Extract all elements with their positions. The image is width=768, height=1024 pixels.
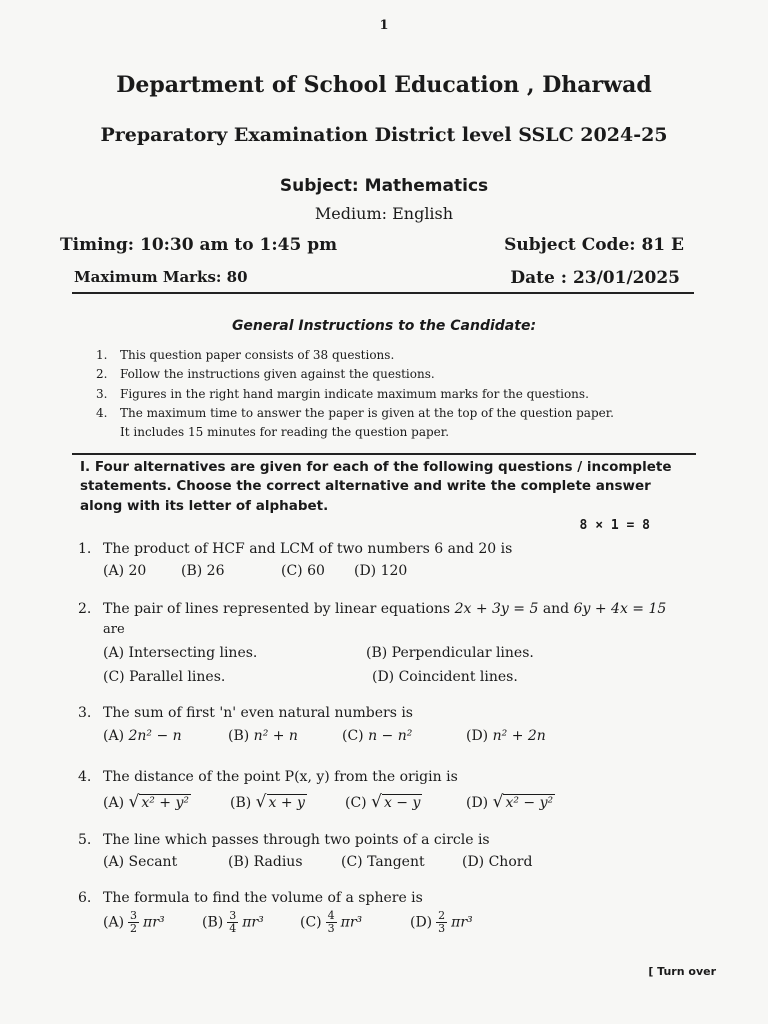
subject-line: Subject: Mathematics	[279, 176, 489, 196]
q6-option-b: (B) $\frac{3}{4}$ πr³	[202, 909, 264, 935]
q1-option-d: (D) 120	[354, 563, 408, 579]
q5-option-c: (C) Tangent	[341, 854, 425, 870]
q5-option-a: (A) Secant	[103, 854, 178, 870]
question-1-text: The product of HCF and LCM of two numbers 6 and 20 is	[103, 541, 513, 557]
q5-option-d: (D) Chord	[462, 854, 533, 870]
turn-over-label: [ Turn over	[648, 965, 716, 978]
q5-option-b: (B) Radius	[228, 854, 303, 870]
q2-option-b: (B) Perpendicular lines.	[366, 645, 534, 661]
question-number: 1.	[78, 541, 92, 557]
instruction-continuation: It includes 15 minutes for reading the question paper.	[120, 425, 450, 440]
header-divider	[72, 292, 694, 294]
question-4-text: The distance of the point P(x, y) from the origin is	[103, 769, 458, 785]
q1-option-c: (C) 60	[281, 563, 325, 579]
question-2-text-end: are	[103, 622, 125, 637]
q6-option-a: (A) $\frac{3}{2}$ πr³	[103, 909, 165, 935]
question-number: 5.	[78, 832, 92, 848]
instructions-title: General Instructions to the Candidate:	[231, 318, 537, 334]
timing: Timing: 10:30 am to 1:45 pm	[60, 235, 338, 255]
section-marks: 8 × 1 = 8	[579, 518, 650, 533]
instruction-item: 3. Figures in the right hand margin indicate maximum marks for the questions.	[96, 386, 589, 401]
equation-2: 6y + 4x = 15	[573, 601, 667, 617]
q4-option-a: (A) √ x² + y²	[103, 792, 190, 812]
q4-option-b: (B) √ x + y	[230, 792, 305, 812]
q2-option-d: (D) Coincident lines.	[372, 669, 518, 685]
max-marks: Maximum Marks: 80	[74, 268, 248, 286]
q1-option-b: (B) 26	[181, 563, 225, 579]
q3-option-a: (A) 2n² − n	[103, 728, 182, 744]
q2-option-a: (A) Intersecting lines.	[103, 645, 258, 661]
question-number: 4.	[78, 769, 92, 785]
exam-title: Preparatory Examination District level SSLC 2024-25	[100, 124, 668, 146]
question-6-text: The formula to find the volume of a sphere is	[103, 890, 423, 906]
question-number: 2.	[78, 601, 92, 617]
department-title: Department of School Education , Dharwad	[116, 72, 652, 98]
instruction-item: 2. Follow the instructions given against the questions.	[96, 367, 435, 382]
question-number: 3.	[78, 705, 92, 721]
equation-1: 2x + 3y = 5	[454, 601, 539, 617]
question-5-text: The line which passes through two points of a circle is	[103, 832, 490, 848]
q6-option-c: (C) $\frac{4}{3}$ πr³	[300, 909, 363, 935]
q4-option-c: (C) √ x − y	[345, 792, 421, 812]
q1-option-a: (A) 20	[103, 563, 147, 579]
medium-line: Medium: English	[314, 204, 454, 223]
instruction-item: 1. This question paper consists of 38 questions.	[96, 348, 395, 362]
question-3-text: The sum of first 'n' even natural numbers is	[103, 705, 413, 721]
q6-option-d: (D) $\frac{2}{3}$ πr³	[410, 909, 473, 935]
subject-code: Subject Code: 81 E	[504, 235, 684, 255]
q3-option-b: (B) n² + n	[228, 728, 298, 744]
instruction-item: 4. The maximum time to answer the paper is given at the top of the question paper.	[96, 405, 614, 420]
instructions-list	[96, 346, 614, 442]
q3-option-d: (D) n² + 2n	[466, 728, 546, 744]
section-divider	[72, 453, 696, 455]
page-number: 1	[379, 18, 389, 33]
q4-option-d: (D) √ x² − y²	[466, 792, 554, 812]
exam-date: Date : 23/01/2025	[510, 268, 680, 288]
question-2-text: The pair of lines represented by linear equations 2x + 3y = 5 and 6y + 4x = 15	[103, 601, 667, 617]
q3-option-c: (C) n − n²	[342, 728, 413, 744]
q2-option-c: (C) Parallel lines.	[103, 669, 226, 685]
section-heading: I. Four alternatives are given for each of the following questions / incomplete statements. Choose the correct alternative and write the complete answer along with its letter of alphabet.	[80, 459, 672, 514]
question-number: 6.	[78, 890, 92, 906]
